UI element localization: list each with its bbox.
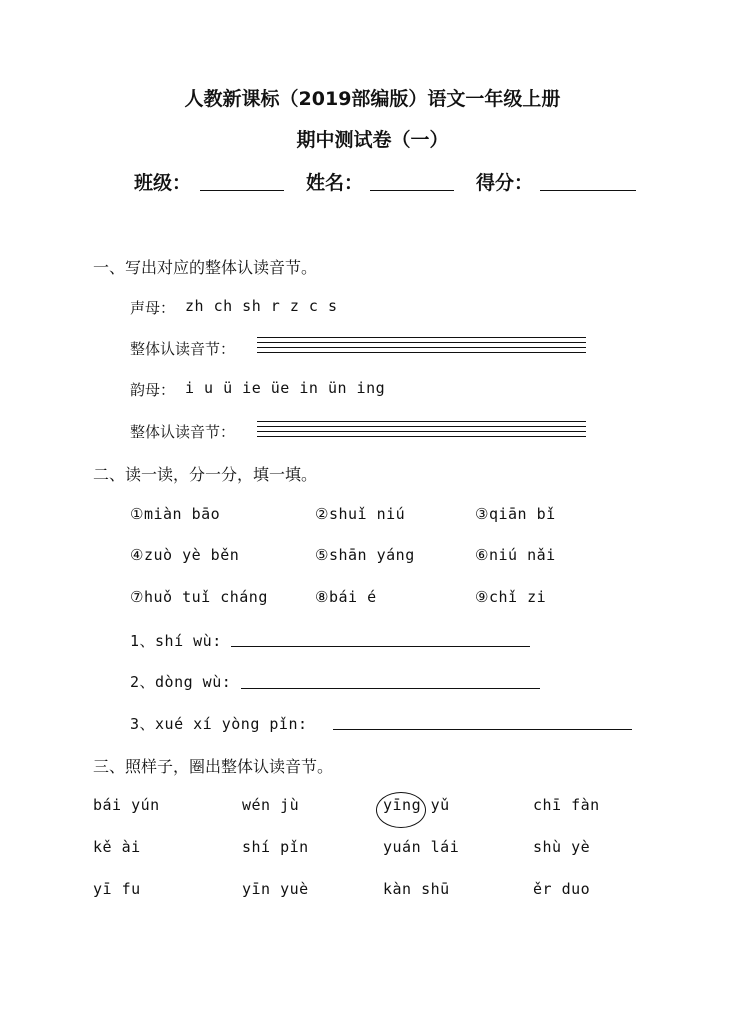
syllable-pair[interactable]: yī fu xyxy=(93,880,141,898)
fill-line-animal[interactable] xyxy=(241,688,540,689)
word-item: ⑨chǐ zi xyxy=(475,588,547,606)
word-item: ②shuǐ niú xyxy=(315,505,406,523)
section3-heading: 三、照样子，圈出整体认读音节。 xyxy=(93,757,334,776)
page-title: 人教新课标（2019部编版）语文一年级上册 xyxy=(184,88,561,110)
word-item: ⑧bái é xyxy=(315,588,377,606)
syllable-pair[interactable]: kě ài xyxy=(93,838,141,856)
score-field[interactable] xyxy=(540,190,636,191)
class-field[interactable] xyxy=(200,190,284,191)
example-circle xyxy=(376,792,426,828)
fill-label-stationery: 3、xué xí yòng pǐn: xyxy=(130,715,308,733)
whole-syllable-label-2: 整体认读音节： xyxy=(130,423,236,441)
syllable-pair[interactable]: chī fàn xyxy=(533,796,600,814)
class-label: 班级： xyxy=(134,172,192,194)
section2-heading: 二、读一读，分一分，填一填。 xyxy=(93,465,318,484)
word-item: ⑤shān yáng xyxy=(315,546,415,564)
syllable-pair[interactable]: kàn shū xyxy=(383,880,450,898)
fill-label-food: 1、shí wù: xyxy=(130,632,222,650)
word-item: ①miàn bāo xyxy=(130,505,221,523)
initials-label: 声母： xyxy=(130,299,176,317)
fill-line-stationery[interactable] xyxy=(333,729,632,730)
syllable-pair[interactable]: shí pǐn xyxy=(242,838,309,856)
fill-line-food[interactable] xyxy=(231,646,530,647)
syllable-pair[interactable]: yuán lái xyxy=(383,838,460,856)
syllable-pair-example[interactable]: yīng yǔ xyxy=(383,796,450,814)
whole-syllable-label-1: 整体认读音节： xyxy=(130,340,236,358)
initials-list: zh ch sh r z c s xyxy=(185,297,338,315)
name-field[interactable] xyxy=(370,190,454,191)
section1-heading: 一、写出对应的整体认读音节。 xyxy=(93,258,318,277)
score-label: 得分： xyxy=(476,172,534,194)
finals-list: i u ü ie üe in ün ing xyxy=(185,379,386,397)
syllable-pair[interactable]: ěr duo xyxy=(533,880,591,898)
word-item: ⑥niú nǎi xyxy=(475,546,556,564)
word-item: ⑦huǒ tuǐ cháng xyxy=(130,588,268,606)
syllable-pair[interactable]: yīn yuè xyxy=(242,880,309,898)
word-item: ④zuò yè běn xyxy=(130,546,240,564)
syllable-pair[interactable]: wén jù xyxy=(242,796,300,814)
name-label: 姓名： xyxy=(306,172,364,194)
word-item: ③qiān bǐ xyxy=(475,505,556,523)
syllable-pair[interactable]: bái yún xyxy=(93,796,160,814)
syllable-pair[interactable]: shù yè xyxy=(533,838,591,856)
page-subtitle: 期中测试卷（一） xyxy=(296,129,449,151)
four-line-writing-grid-1[interactable] xyxy=(257,337,586,353)
finals-label: 韵母： xyxy=(130,381,176,399)
fill-label-animal: 2、dòng wù: xyxy=(130,673,232,691)
four-line-writing-grid-2[interactable] xyxy=(257,421,586,437)
